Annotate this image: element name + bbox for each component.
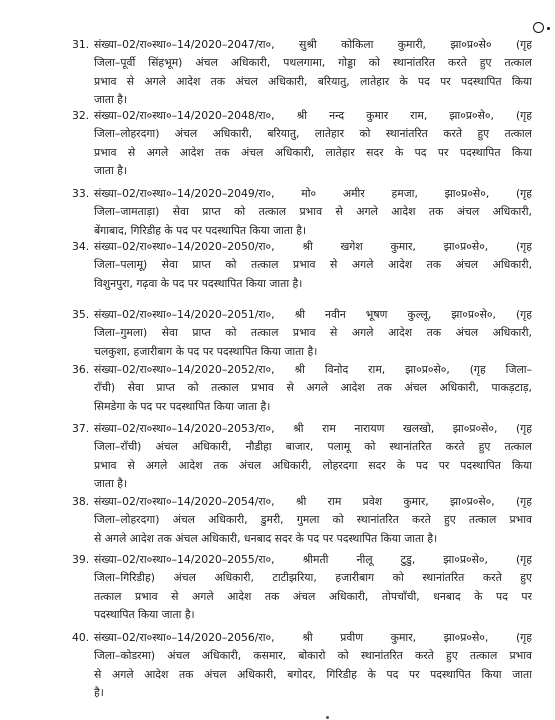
entry-line: संख्या–02/रा०स्था०–14/2020–2054/रा०, श्री राम प्रवेश कुमार, झा०प्र०से०, (गृह [94,495,532,508]
entry-number: 31. [72,38,90,51]
entry-line: विशुनपुरा, गढ़वा के पद पर पदस्थापित किया जाता है। [94,276,303,290]
entry-number: 38. [72,495,90,508]
entry-line: संख्या–02/रा०स्था०–14/2020–2055/रा०, श्रीमती नीलू टुडु, झा०प्र०से०, (गृह [94,553,532,566]
entry-line: बेंगाबाद, गिरिडीह के पद पर पदस्थापित किया जाता है। [94,223,307,237]
entry-line: संख्या–02/रा०स्था०–14/2020–2052/रा०, श्री विनोद राम, झा०प्र०से०, (गृह जिला– [94,363,532,376]
entry-line: जिला–जामताड़ा) सेवा प्राप्त को तत्काल प्रभाव से अगले आदेश तक अंचल अधिकारी, [94,205,532,219]
entry-number: 35. [72,308,90,321]
entry-line: संख्या–02/रा०स्था०–14/2020–2051/रा०, श्री नवीन भूषण कुल्लू, झा०प्र०से०, (गृह [94,308,532,321]
entry-line: जिला–गिरिडीह) अंचल अधिकारी, टाटीझरिया, हजारीबाग को स्थानांतरित करते हुए [94,571,532,585]
entry-line: जिला–पलामू) सेवा प्राप्त को तत्काल प्रभाव से अगले आदेश तक अंचल अधिकारी, [94,258,532,272]
entry-line: प्रभाव से अगले आदेश तक अंचल अधिकारी, लातेहार सदर के पद पर पदस्थापित किया [94,145,532,159]
entry-line: जिला–कोडरमा) अंचल अधिकारी, कसमार, बोकारो को स्थानांतरित करते हुए तत्काल प्रभाव [94,649,532,663]
entry-line: जिला–गुमला) सेवा प्राप्त को तत्काल प्रभाव से अगले आदेश तक अंचल अधिकारी, [94,326,532,340]
entry-line: जाता है। [94,476,128,490]
entry-line: सिमडेगा के पद पर पदस्थापित किया जाता है। [94,399,271,413]
entry-line: संख्या–02/रा०स्था०–14/2020–2049/रा०, मो० अमीर हमजा, झा०प्र०से०, (गृह [94,187,532,200]
entry-line: राँची) सेवा प्राप्त को तत्काल प्रभाव से अगले आदेश तक अंचल अधिकारी, पाकड़टाड़, [94,381,532,395]
entry-line: तत्काल प्रभाव से अगले आदेश तक अंचल अधिकारी, तोपचाँची, धनबाद के पद पर [94,589,532,603]
entry-line: प्रभाव से अगले आदेश तक अंचल अधिकारी, बरियातु, लातेहार के पद पर पदस्थापित किया [94,74,532,88]
entry-line: जाता है। [94,92,128,106]
entry-text [94,551,532,624]
entry-line: जिला–राँची) अंचल अधिकारी, नौडीहा बाजार, पलामू को स्थानांतरित करते हुए तत्काल [94,440,532,454]
entry-text [94,420,532,493]
entry-number: 34. [72,240,90,253]
entry-line: चलकुशा, हजारीबाग के पद पर पदस्थापित किया जाता है। [94,344,318,358]
entry-line: से अगले आदेश तक अंचल अधिकारी, धनबाद सदर के पद पर पदस्थापित किया जाता है। [94,531,438,545]
entry-line: जाता है। [94,163,128,177]
entry-number: 40. [72,631,90,644]
entry-line: पदस्थापित किया जाता है। [94,607,195,621]
scan-speck [326,716,329,719]
entry-line: से अगले आदेश तक अंचल अधिकारी, बगोदर, गिरिडीह के पद पर पदस्थापित किया जाता [94,667,532,681]
entry-text [94,238,532,293]
dot-mark [547,27,550,30]
entry-text [94,36,532,109]
entry-line: संख्या–02/रा०स्था०–14/2020–2053/रा०, श्री राम नारायण खलखो, झा०प्र०से०, (गृह [94,422,532,435]
entry-line: संख्या–02/रा०स्था०–14/2020–2050/रा०, श्री खगेश कुमार, झा०प्र०से०, (गृह [94,240,532,253]
entry-text [94,629,532,702]
entry-number: 36. [72,363,90,376]
entry-line: जिला–लोहरदगा) अंचल अधिकारी, बरियातु, लातेहार को स्थानांतरित करते हुए तत्काल [94,127,532,141]
entry-line: संख्या–02/रा०स्था०–14/2020–2047/रा०, सुश्री कोकिला कुमारी, झा०प्र०से० (गृह [94,38,532,51]
entry-text [94,185,532,240]
entry-line: प्रभाव से अगले आदेश तक अंचल अधिकारी, लोहरदगा सदर के पद पर पदस्थापित किया [94,458,532,472]
entry-line: जिला–लोहरदगा) अंचल अधिकारी, डुमरी, गुमला को स्थानांतरित करते हुए तत्काल प्रभाव [94,513,532,527]
entry-text [94,306,532,361]
entry-number: 32. [72,109,90,122]
entry-line: जिला–पूर्वी सिंहभूम) अंचल अधिकारी, पथलगामा, गोड्डा को स्थानांतरित करते हुए तत्काल [94,56,532,70]
entry-line: संख्या–02/रा०स्था०–14/2020–2048/रा०, श्री नन्द कुमार राम, झा०प्र०से०, (गृह [94,109,532,122]
entry-number: 39. [72,553,90,566]
entry-line: संख्या–02/रा०स्था०–14/2020–2056/रा०, श्री प्रवीण कुमार, झा०प्र०से०, (गृह [94,631,532,644]
entry-number: 37. [72,422,90,435]
entry-number: 33. [72,187,90,200]
entry-text [94,361,532,416]
entry-text [94,493,532,548]
entry-line: है। [94,685,104,699]
circle-mark [533,22,544,33]
entry-text [94,107,532,180]
